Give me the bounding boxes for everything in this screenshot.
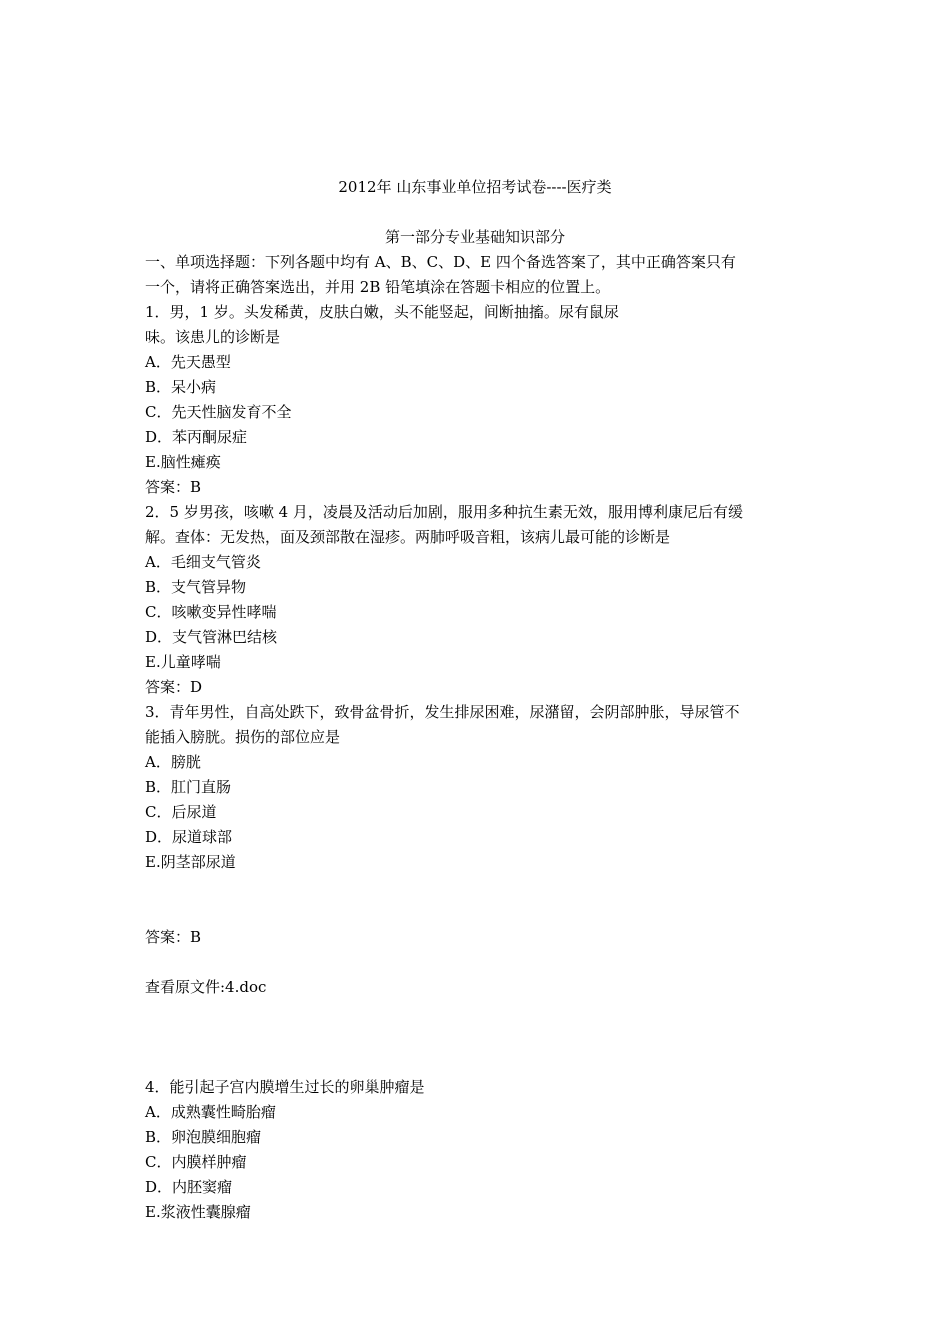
question-4-stem-line-1: 4．能引起子宫内膜增生过长的卵巢肿瘤是 bbox=[145, 1078, 425, 1096]
question-3-option-b: B．肛门直肠 bbox=[145, 778, 232, 796]
question-2-option-e: E.儿童哮喘 bbox=[145, 653, 221, 671]
question-4-option-d: D．内胚窦瘤 bbox=[145, 1178, 233, 1196]
question-2-option-b: B．支气管异物 bbox=[145, 578, 247, 596]
question-1-option-d: D．苯丙酮尿症 bbox=[145, 428, 248, 446]
view-original-file-link[interactable]: 查看原文件:4.doc bbox=[145, 978, 267, 996]
spacer bbox=[145, 875, 810, 925]
question-3-stem-line-2: 能插入膀胱。损伤的部位应是 bbox=[145, 728, 341, 746]
question-2-stem-line-1: 2．5 岁男孩，咳嗽 4 月，凌晨及活动后加剧，服用多种抗生素无效，服用博利康尼后有缓 bbox=[145, 503, 743, 521]
question-3-option-e: E.阴茎部尿道 bbox=[145, 853, 236, 871]
question-2-answer: 答案：D bbox=[145, 678, 203, 696]
question-4-option-a: A．成熟囊性畸胎瘤 bbox=[145, 1103, 276, 1121]
question-2-option-a: A．毛细支气管炎 bbox=[145, 553, 261, 571]
question-1-stem-line-2: 味。该患儿的诊断是 bbox=[145, 328, 281, 346]
question-1-answer: 答案：B bbox=[145, 478, 202, 496]
instructions-line-1: 一、单项选择题：下列各题中均有 A、B、C、D、E 四个备选答案了，其中正确答案只有 bbox=[145, 253, 736, 271]
question-4-option-b: B．卵泡膜细胞瘤 bbox=[145, 1128, 262, 1146]
question-1-option-b: B．呆小病 bbox=[145, 378, 217, 396]
question-4-option-e: E.浆液性囊腺瘤 bbox=[145, 1203, 251, 1221]
document-body bbox=[145, 250, 810, 1225]
instructions-line-2: 一个，请将正确答案选出，并用 2B 铅笔填涂在答题卡相应的位置上。 bbox=[145, 278, 611, 296]
question-1-option-a: A．先天愚型 bbox=[145, 353, 231, 371]
question-4-option-c: C．内膜样肿瘤 bbox=[145, 1153, 247, 1171]
question-3-answer: 答案：B bbox=[145, 928, 202, 946]
question-3-stem-line-1: 3．青年男性，自高处跌下，致骨盆骨折，发生排尿困难，尿潴留，会阴部肿胀，导尿管不 bbox=[145, 703, 740, 721]
spacer bbox=[145, 1000, 810, 1075]
section-title: 第一部分专业基础知识部分 bbox=[384, 228, 565, 246]
question-2-option-d: D．支气管淋巴结核 bbox=[145, 628, 278, 646]
question-2-stem-line-2: 解。查体：无发热，面及颈部散在湿疹。两肺呼吸音粗，该病儿最可能的诊断是 bbox=[145, 528, 671, 546]
question-3-option-d: D．尿道球部 bbox=[145, 828, 233, 846]
question-2-option-c: C．咳嗽变异性哮喘 bbox=[145, 603, 277, 621]
spacer bbox=[145, 950, 810, 975]
question-1-option-e: E.脑性瘫痪 bbox=[145, 453, 221, 471]
question-1-option-c: C．先天性脑发育不全 bbox=[145, 403, 292, 421]
question-3-option-a: A．膀胱 bbox=[145, 753, 201, 771]
document-title: 2012年 山东事业单位招考试卷----医疗类 bbox=[338, 178, 612, 196]
question-1-stem-line-1: 1．男，1 岁。头发稀黄，皮肤白嫩，头不能竖起，间断抽搐。尿有鼠尿 bbox=[145, 303, 619, 321]
question-3-option-c: C．后尿道 bbox=[145, 803, 217, 821]
